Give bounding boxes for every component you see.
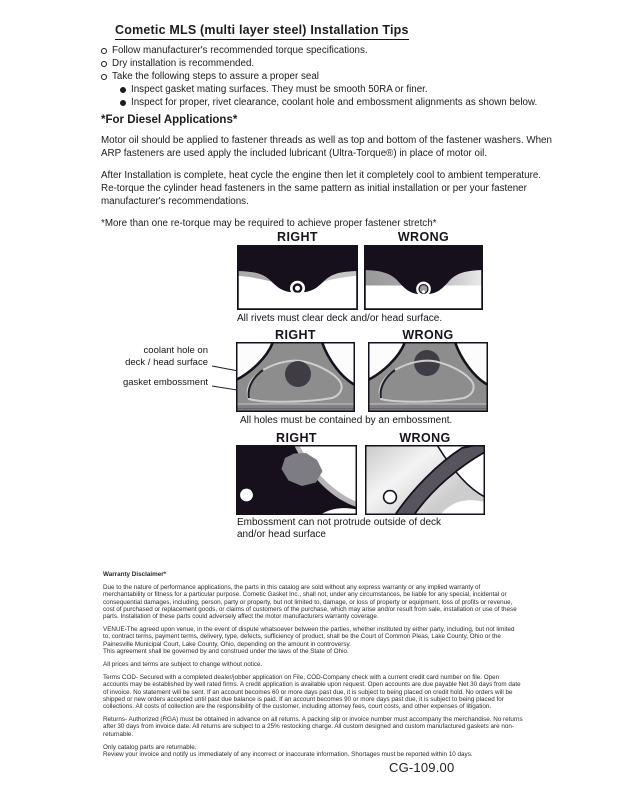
legal-paragraph: Only catalog parts are returnable. bbox=[103, 743, 197, 751]
fig3-wrong-header: WRONG bbox=[399, 431, 451, 445]
bullet-text: Dry installation is recommended. bbox=[112, 58, 255, 69]
fig2-right-diagram bbox=[236, 342, 355, 412]
filled-bullet-marker bbox=[120, 87, 126, 93]
list-item bbox=[101, 57, 571, 70]
fig3-right-header: RIGHT bbox=[276, 431, 317, 445]
legal-paragraph: Returns- Authorized (RGA) must be obtained in advance on all returns. A packing slip or invoice number must accompany the merchandise. No returns after 30 days from invoice date. All returns are subject to a 25% restocking charge. All custom designed and custom manufactured gaskets are non-returnable. bbox=[103, 716, 523, 738]
coolant-hole bbox=[414, 350, 440, 376]
fig2-wrong-diagram bbox=[368, 342, 488, 412]
fig1-wrong-header: WRONG bbox=[397, 230, 450, 244]
bolt-hole bbox=[384, 491, 397, 504]
open-bullet-marker bbox=[101, 74, 107, 80]
list-item bbox=[101, 70, 571, 83]
tips-list bbox=[101, 44, 571, 109]
fig2-right-header: RIGHT bbox=[275, 328, 316, 342]
fig3-right-diagram bbox=[236, 445, 357, 515]
legal-section bbox=[103, 571, 523, 764]
legal-heading: Warranty Disclaimer* bbox=[103, 571, 167, 578]
list-item bbox=[101, 83, 571, 96]
bullet-text: Inspect for proper, rivet clearance, coolant hole and embossment alignments as shown below. bbox=[131, 97, 538, 108]
filled-bullet-marker bbox=[120, 100, 126, 106]
fig2-wrong-header: WRONG bbox=[402, 328, 454, 342]
gasket-embossment-label: gasket embossment bbox=[122, 377, 208, 388]
fig1-right-header: RIGHT bbox=[277, 230, 318, 244]
diesel-paragraph: Motor oil should be applied to fastener threads as well as top and bottom of the fastener washers. When ARP fasteners are used apply the included lubricant (Ultra-Torque®) in place of motor oil. bbox=[101, 135, 552, 159]
legal-paragraph: Terms COD- Secured with a completed dealer/jobber application on File, COD-Company check with a current credit card number on file. Open accounts may be established by well rated firms. A credit application is available upon request. Open accounts are due payable Net 30 days from date of invoice. No statement will be sent. If an account becomes 60 or more days past due, it is subject to being placed on credit hold. No orders will be shipped or new orders accepted until past due balance is paid. If an account becomes 90 or more days past due, it is subject to being placed for collections. All costs of collection are the responsibility of the customer, including attorney fees, court costs, and other expenses of litigation. bbox=[103, 674, 521, 711]
bullet-text: Inspect gasket mating surfaces. They must be smooth 50RA or finer. bbox=[131, 84, 428, 95]
legal-paragraph: This agreement shall be governed by and construed under the laws of the State of Ohio. bbox=[103, 647, 349, 655]
bullet-text: Follow manufacturer's recommended torque specifications. bbox=[112, 45, 368, 56]
diesel-note: *More than one re-torque may be required to achieve proper fastener stretch* bbox=[101, 218, 437, 229]
fig3-wrong-diagram bbox=[365, 445, 485, 515]
fig1-caption: All rivets must clear deck and/or head surface. bbox=[237, 313, 443, 324]
fig1-right-diagram bbox=[237, 245, 358, 310]
diesel-heading: *For Diesel Applications* bbox=[101, 114, 238, 126]
list-item bbox=[101, 44, 571, 57]
open-bullet-marker bbox=[101, 61, 107, 67]
diesel-section bbox=[101, 114, 553, 239]
page-number: CG-109.00 bbox=[389, 760, 455, 775]
coolant-hole bbox=[285, 361, 311, 387]
list-item bbox=[101, 96, 571, 109]
diesel-paragraph: After Installation is complete, heat cycle the engine then let it completely cool to ambient temperature. Re-torque the cylinder head fasteners in the same pattern as initial installation or per your fastener manufacturer's recommendations. bbox=[101, 170, 542, 207]
legal-paragraph: Due to the nature of performance applications, the parts in this catalog are sold without any express warranty or any implied warranty of merchantability or fitness for a particular purpose. Cometic Gasket Inc., shall not, under any circumstances, be liable for any special, incidental or consequential damages, including, person, party or property, but not limited to, damage, or loss of property or equipment, loss of profits or revenue, cost of purchased or replacement goods, or claims of customers of the purchase, which may arise and/or result from sale, installation or use of these parts. Installation of these parts could adversely affect the motor manufacturers warranty coverage. bbox=[103, 584, 517, 621]
fig1-wrong-diagram bbox=[364, 245, 483, 310]
coolant-hole-label: coolant hole on deck / head surface bbox=[125, 345, 208, 368]
fig2-caption: All holes must be contained by an embossment. bbox=[240, 415, 453, 426]
bullet-text: Take the following steps to assure a proper seal bbox=[112, 71, 319, 82]
fig3-caption: Embossment can not protrude outside of deck and/or head surface bbox=[237, 517, 442, 540]
bolt-hole bbox=[240, 489, 253, 502]
page-title: Cometic MLS (multi layer steel) Installation Tips bbox=[115, 23, 409, 40]
legal-paragraph: Review your invoice and notify us immediately of any incorrect or inaccurate information. Shortages must be reported within 10 days. bbox=[103, 751, 473, 759]
open-bullet-marker bbox=[101, 48, 107, 54]
legal-paragraph: VENUE-The agreed upon venue, in the event of dispute whatsoever between the parties, whether instituted by either party, including, but not limited to, contract terms, payment terms, delivery, type, defects, sufficiency of product, shall be the Court of Common Pleas, Lake County, Ohio or the Painesville Municipal Court, Lake County, Ohio, depending on the amount in controversy. bbox=[103, 626, 515, 648]
legal-paragraph: All prices and terms are subject to change without notice. bbox=[103, 661, 263, 669]
